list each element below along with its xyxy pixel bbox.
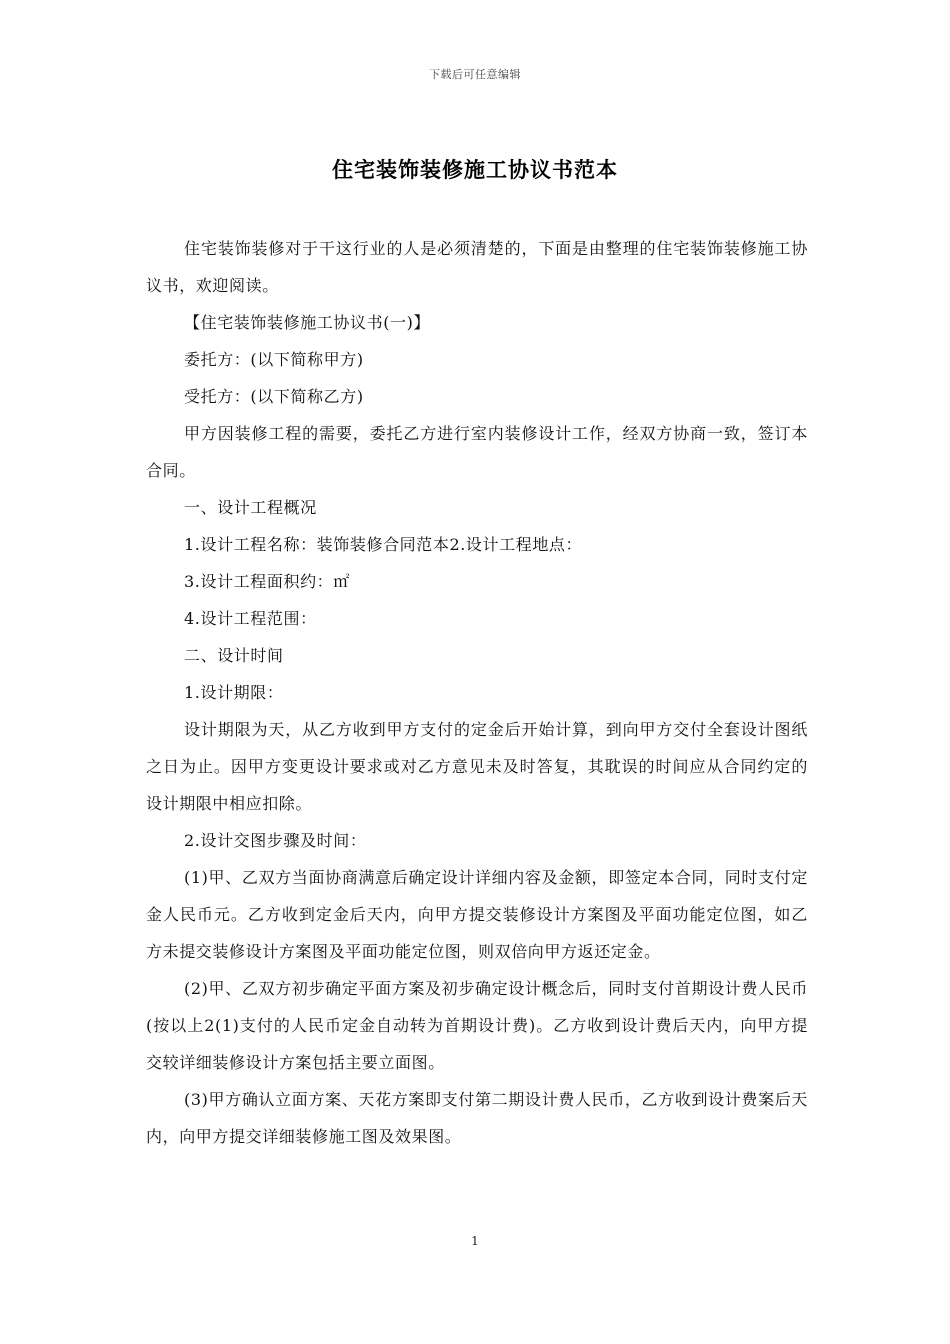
paragraph-step-two: (2)甲、乙双方初步确定平面方案及初步确定设计概念后，同时支付首期设计费人民币(按以上2(1)支付的人民币定金自动转为首期设计费)。乙方收到设计费后天内，向甲方提交较详细装修设计方案包括主要立面图。 — [146, 979, 808, 1072]
paragraph-delivery-steps: 2.设计交图步骤及时间： — [184, 831, 367, 850]
document-body — [146, 230, 808, 1155]
header-note: 下载后可任意编辑 — [429, 68, 521, 81]
paragraph-project-scope: 4.设计工程范围： — [184, 609, 317, 628]
paragraph-section-heading: 【住宅装饰装修施工协议书(一)】 — [184, 313, 431, 332]
document-title: 住宅装饰装修施工协议书范本 — [332, 157, 618, 182]
paragraph-intro: 住宅装饰装修对于干这行业的人是必须清楚的，下面是由整理的住宅装饰装修施工协议书，欢迎阅读。 — [146, 239, 808, 295]
page-number: 1 — [471, 1234, 479, 1248]
paragraph-purpose: 甲方因装修工程的需要，委托乙方进行室内装修设计工作，经双方协商一致，签订本合同。 — [146, 424, 808, 480]
paragraph-project-name: 1.设计工程名称：装饰装修合同范本2.设计工程地点： — [184, 535, 583, 554]
paragraph-design-period-detail: 设计期限为天，从乙方收到甲方支付的定金后开始计算，到向甲方交付全套设计图纸之日为止。因甲方变更设计要求或对乙方意见未及时答复，其耽误的时间应从合同约定的设计期限中相应扣除。 — [146, 720, 808, 813]
paragraph-step-one: (1)甲、乙双方当面协商满意后确定设计详细内容及金额，即签定本合同，同时支付定金人民币元。乙方收到定金后天内，向甲方提交装修设计方案图及平面功能定位图，如乙方未提交装修设计方案图及平面功能定位图，则双倍向甲方返还定金。 — [146, 868, 808, 961]
paragraph-contractor: 受托方：(以下简称乙方) — [184, 387, 364, 406]
paragraph-part-one-heading: 一、设计工程概况 — [184, 498, 317, 517]
paragraph-part-two-heading: 二、设计时间 — [184, 646, 284, 665]
paragraph-client: 委托方：(以下简称甲方) — [184, 350, 364, 369]
paragraph-project-area: 3.设计工程面积约：㎡ — [184, 572, 350, 591]
paragraph-design-period: 1.设计期限： — [184, 683, 284, 702]
paragraph-step-three: (3)甲方确认立面方案、天花方案即支付第二期设计费人民币，乙方收到设计费案后天内，向甲方提交详细装修施工图及效果图。 — [146, 1090, 808, 1146]
